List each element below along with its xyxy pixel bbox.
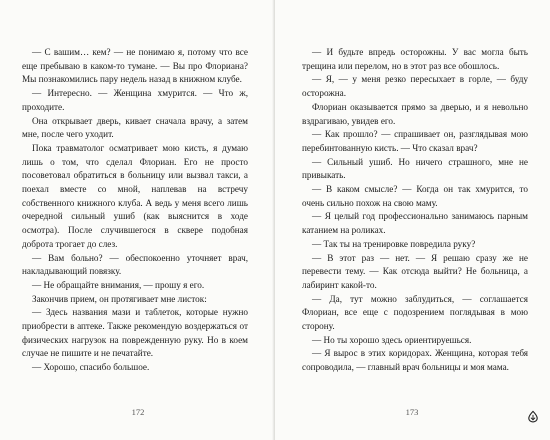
paragraph: — Интересно. — Женщина хмурится. — Что ж, проходите.: [22, 88, 248, 112]
paragraph: Пока травматолог осматривает мою кисть, я думаю лишь о том, что сделал Флориан. Его не просто посоветовал обратиться в больницу или вызвал такси, а поехал вместе со мной, наплевав на встречу собственного книжного клуба. А ведь у меня всего лишь очередной сильный ушиб (как выяснится в ходе осмотра). После случившегося в сквере подобная доброта трогает до слез.: [22, 142, 248, 249]
paragraph: Флориан оказывается прямо за дверью, и я невольно вздрагиваю, увидев его.: [302, 101, 528, 126]
left-page-text: [22, 46, 248, 375]
right-page: [275, 0, 550, 440]
paragraph: — Но ты хорошо здесь ориентируешься.: [312, 334, 472, 345]
paragraph: — Вам больно? — обеспокоенно уточняет врач, накладывающий повязку.: [22, 252, 248, 277]
publisher-logo-icon: [526, 410, 540, 424]
paragraph: Она открывает дверь, кивает сначала врачу, а затем мне, после чего уходит.: [22, 115, 248, 140]
paragraph: — Сильный ушиб. Но ничего страшного, мне не привыкать.: [302, 156, 528, 181]
paragraph: — Здесь названия мази и таблеток, которые нужно приобрести в аптеке. Также рекомендую воздержаться от физических нагрузок на поврежденную руку. Но в коем случае не пишите и не печатайте.: [22, 307, 248, 359]
paragraph: — Как прошло? — спрашивает он, разглядывая мою перебинтованную кисть. — Что сказал врач?: [302, 129, 528, 153]
page-number: 173: [405, 407, 419, 417]
paragraph: — Хорошо, спасибо большое.: [32, 362, 150, 373]
paragraph: — В каком смысле? — Когда он так хмурится, то очень сильно похож на свою маму.: [302, 184, 528, 208]
paragraph: — Так ты на тренировке повредила руку?: [312, 238, 476, 249]
paragraph: Закончив прием, он протягивает мне листок:: [32, 293, 207, 304]
paragraph: — С вашим… кем? — не понимаю я, потому что все еще пребываю в каком-то тумане. — Вы про Флориана? Мы познакомились пару недель назад в книжном клубе.: [22, 47, 248, 85]
paragraph: — Я, — у меня резко пересыхает в горле, — буду осторожна.: [302, 74, 528, 99]
paragraph: — Я целый год профессионально занимаюсь парным катанием на роликах.: [302, 211, 528, 236]
paragraph: — Не обращайте внимания, — прошу я его.: [32, 279, 205, 290]
paragraph: — В этот раз — нет. — Я решаю сразу же не перевести тему. — Как отсюда выйти? Не больница, а лабиринт какой-то.: [302, 252, 528, 290]
paragraph: — И будьте впредь осторожны. У вас могла быть трещина или перелом, но в этот раз все обошлось.: [302, 47, 528, 71]
paragraph: — Я вырос в этих коридорах. Женщина, которая тебя сопроводила, — главный врач больницы и моя мама.: [302, 348, 528, 373]
page-number: 172: [131, 407, 145, 417]
paragraph: — Да, тут можно заблудиться, — соглашается Флориан, все еще с подозрением поглядывая в мою сторону.: [302, 293, 528, 332]
right-page-text: [302, 46, 528, 375]
